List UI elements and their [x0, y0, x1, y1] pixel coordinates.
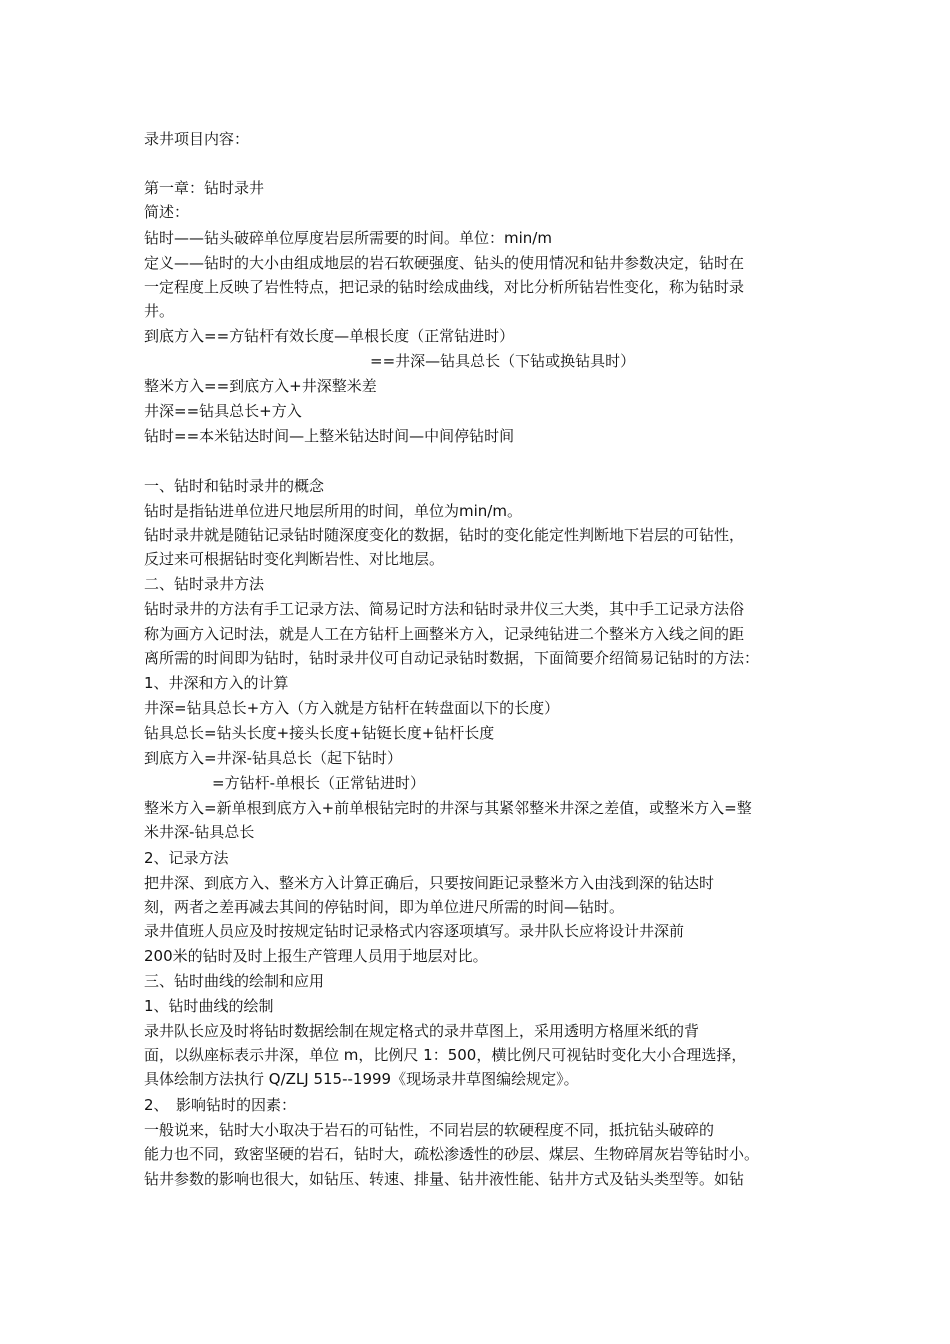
text-line: 钻时录井的方法有手工记录方法、简易记时方法和钻时录井仪三大类，其中手工记录方法俗	[144, 600, 745, 618]
text-line: 米井深-钻具总长	[144, 823, 255, 841]
formula-line: ==井深—钻具总长（下钻或换钻具时）	[370, 352, 636, 370]
formula-line: 井深=钻具总长+方入（方入就是方钻杆在转盘面以下的长度）	[144, 699, 560, 717]
text-line: 录井值班人员应及时按规定钻时记录格式内容逐项填写。录井队长应将设计井深前	[144, 922, 685, 940]
text-line: 定义——钻时的大小由组成地层的岩石软硬强度、钻头的使用情况和钻井参数决定，钻时在	[144, 254, 745, 272]
section-heading: 二、钻时录井方法	[144, 575, 265, 593]
text-line: 称为画方入记时法，就是人工在方钻杆上画整米方入，记录纯钻进二个整米方入线之间的距	[144, 625, 745, 643]
text-line: 能力也不同，致密坚硬的岩石，钻时大，疏松渗透性的砂层、煤层、生物碎屑灰岩等钻时小。	[144, 1145, 760, 1163]
subsection-heading: 1、钻时曲线的绘制	[144, 997, 274, 1015]
formula-line: 到底方入==方钻杆有效长度—单根长度（正常钻进时）	[144, 327, 515, 345]
section-label: 简述：	[144, 203, 190, 221]
text-line: 反过来可根据钻时变化判断岩性、对比地层。	[144, 550, 445, 568]
text-line: 录井队长应及时将钻时数据绘制在规定格式的录井草图上，采用透明方格厘米纸的背	[144, 1022, 700, 1040]
formula-line: 整米方入==到底方入+井深整米差	[144, 377, 377, 395]
formula-line: 钻时==本米钻达时间—上整米钻达时间—中间停钻时间	[144, 427, 515, 445]
text-line: 钻时是指钻进单位进尺地层所用的时间，单位为min/m。	[144, 502, 522, 520]
text-line: 整米方入=新单根到底方入+前单根钻完时的井深与其紧邻整米井深之差值，或整米方入=整	[144, 799, 752, 817]
text-line: 钻井参数的影响也很大，如钻压、转速、排量、钻井液性能、钻井方式及钻头类型等。如钻	[144, 1170, 745, 1188]
section-heading: 一、钻时和钻时录井的概念	[144, 477, 325, 495]
subsection-heading: 1、井深和方入的计算	[144, 674, 289, 692]
text-line: 刻，两者之差再减去其间的停钻时间，即为单位进尺所需的时间—钻时。	[144, 898, 625, 916]
text-line: 钻时录井就是随钻记录钻时随深度变化的数据，钻时的变化能定性判断地下岩层的可钻性，	[144, 526, 745, 544]
formula-line: 井深==钻具总长+方入	[144, 402, 302, 420]
subsection-heading: 2、 影响钻时的因素：	[144, 1096, 297, 1114]
text-line: 面，以纵座标表示井深，单位 m，比例尺 1：500，横比例尺可视钻时变化大小合理选择，	[144, 1046, 747, 1064]
section-heading: 三、钻时曲线的绘制和应用	[144, 972, 325, 990]
formula-line: 到底方入=井深-钻具总长（起下钻时）	[144, 749, 402, 767]
text-line: 把井深、到底方入、整米方入计算正确后，只要按间距记录整米方入由浅到深的钻达时	[144, 874, 715, 892]
text-line: 一定程度上反映了岩性特点，把记录的钻时绘成曲线，对比分析所钻岩性变化，称为钻时录	[144, 278, 745, 296]
subsection-heading: 2、记录方法	[144, 849, 229, 867]
text-line: 200米的钻时及时上报生产管理人员用于地层对比。	[144, 947, 488, 965]
document-title: 录井项目内容：	[144, 130, 250, 148]
chapter-heading: 第一章：钻时录井	[144, 179, 265, 197]
text-line: 一般说来，钻时大小取决于岩石的可钻性，不同岩层的软硬程度不同，抵抗钻头破碎的	[144, 1121, 715, 1139]
text-line: 离所需的时间即为钻时，钻时录井仪可自动记录钻时数据，下面简要介绍简易记钻时的方法：	[144, 649, 760, 667]
text-line: 具体绘制方法执行 Q/ZLJ 515--1999《现场录井草图编绘规定》。	[144, 1070, 579, 1088]
formula-line: =方钻杆-单根长（正常钻进时）	[212, 774, 425, 792]
text-line: 井。	[144, 302, 175, 320]
text-line: 钻时——钻头破碎单位厚度岩层所需要的时间。单位：min/m	[144, 229, 552, 247]
formula-line: 钻具总长=钻头长度+接头长度+钻铤长度+钻杆长度	[144, 724, 495, 742]
